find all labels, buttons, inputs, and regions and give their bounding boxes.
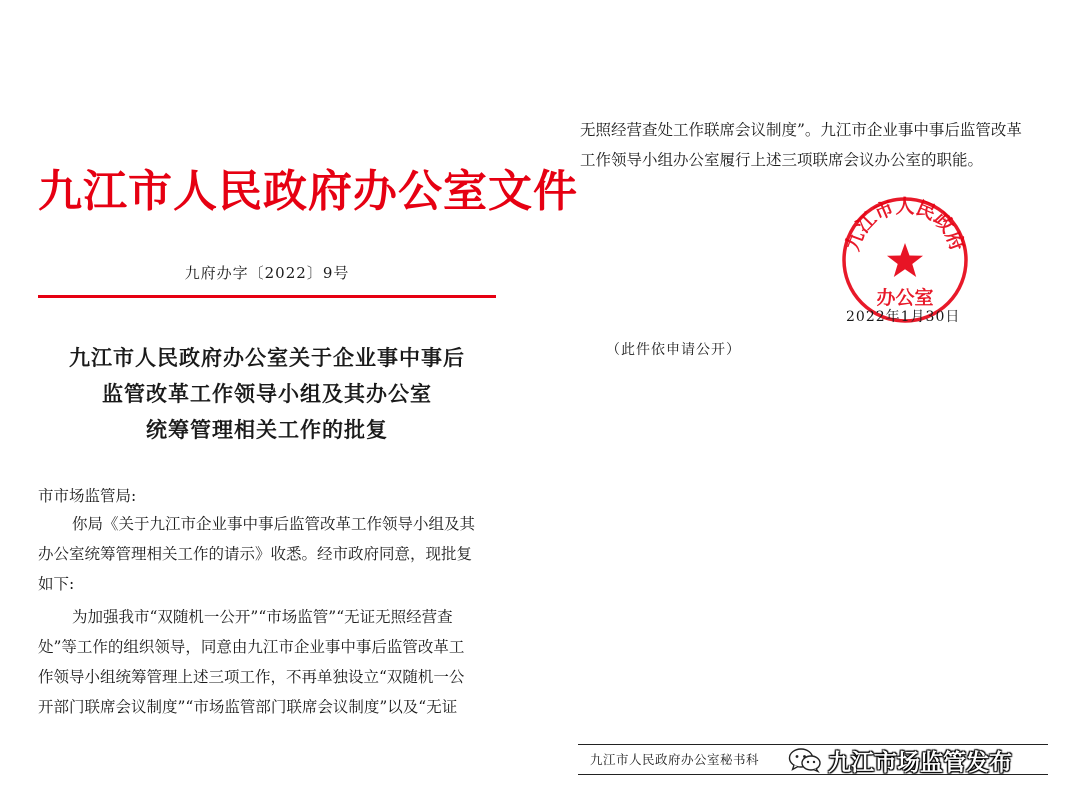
- disclosure-note: （此件依申请公开）: [606, 342, 741, 358]
- subject-line: 监管改革工作领导小组及其办公室: [102, 381, 432, 406]
- paragraph-line: 你局《关于九江市企业事中事后监管改革工作领导小组及其: [72, 515, 476, 533]
- issue-date: 2022年1月30日: [846, 309, 961, 325]
- watermark-text: 九江市场监管发布: [828, 749, 1012, 776]
- paragraph-line: 开部门联席会议制度”“市场监管部门联席会议制度”以及“无证: [38, 698, 458, 716]
- red-divider-line: [38, 295, 496, 298]
- document-header-title: 九江市人民政府办公室文件: [38, 166, 578, 217]
- paragraph-line: 作领导小组统筹管理上述三项工作，不再单独设立“双随机一公: [38, 668, 465, 686]
- seal-bottom-text: 办公室: [876, 287, 934, 309]
- right-page: [540, 0, 1080, 809]
- paragraph-line: 处”等工作的组织领导，同意由九江市企业事中事后监管改革工: [38, 638, 465, 656]
- wechat-icon: [788, 747, 822, 773]
- paragraph-line: 如下:: [38, 575, 75, 593]
- paragraph-approval-content: [38, 602, 504, 722]
- addressee: 市市场监管局:: [38, 487, 137, 505]
- document-subject: [38, 340, 496, 448]
- paragraph-line: 办公室统筹管理相关工作的请示》收悉。经市政府同意，现批复: [38, 545, 473, 563]
- subject-line: 统筹管理相关工作的批复: [146, 417, 388, 442]
- paragraph-line: 为加强我市“双随机一公开”“市场监管”“无证无照经营查: [72, 608, 453, 626]
- footer-issuing-office: 九江市人民政府办公室秘书科: [590, 752, 760, 767]
- paragraph-request-received: [38, 509, 504, 599]
- seal-arc-text: 九江市人民政府: [841, 195, 969, 254]
- document-number: 九府办字〔2022〕9号: [184, 264, 350, 282]
- paragraph-line: 工作领导小组办公室履行上述三项联席会议办公室的职能。: [580, 151, 984, 169]
- paragraph-continued: [580, 115, 1050, 175]
- wechat-watermark: [788, 742, 1012, 778]
- paragraph-line: 无照经营查处工作联席会议制度”。九江市企业事中事后监管改革: [580, 121, 1022, 139]
- subject-line: 九江市人民政府办公室关于企业事中事后: [69, 345, 465, 370]
- star-icon: [887, 243, 923, 277]
